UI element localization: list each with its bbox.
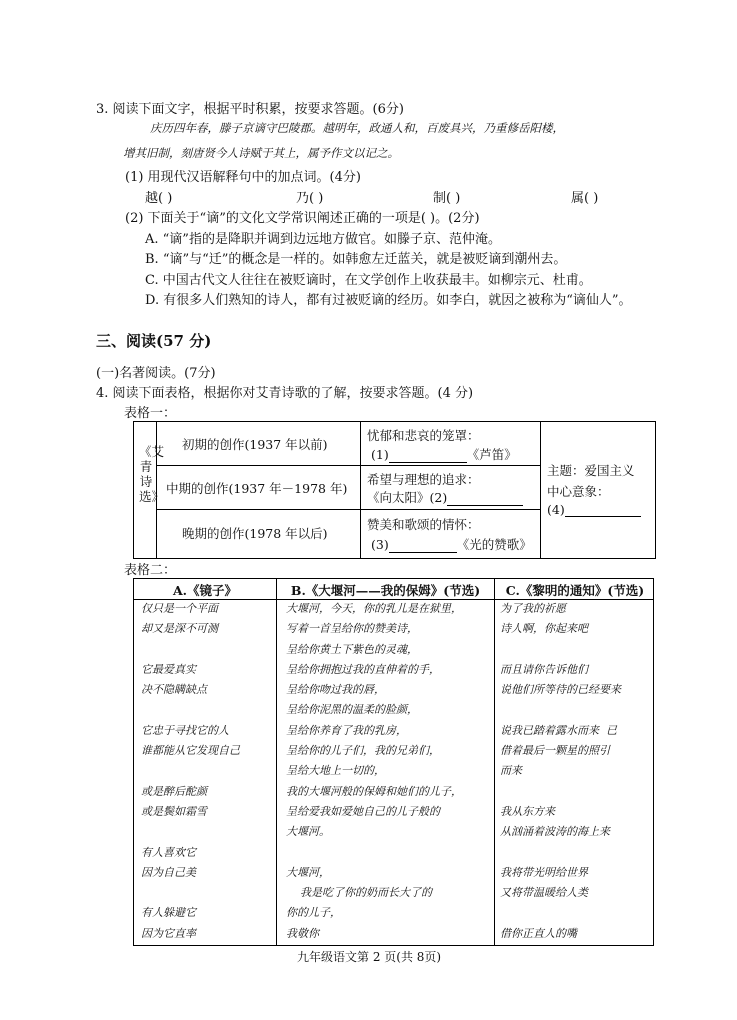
part1-title: (一)名著阅读。(7分)	[96, 366, 216, 381]
q3-passage-line1: 庆历四年春，滕子京谪守巴陵郡。越明年，政通人和，百废具兴，乃重修岳阳楼，	[150, 121, 564, 135]
table1-label: 表格一：	[124, 406, 177, 421]
answer-blank-2[interactable]	[447, 493, 523, 506]
table2-label: 表格二：	[124, 563, 177, 578]
q3-sub1: (1) 用现代汉语解释句中的加点词。(4分)	[125, 170, 361, 185]
table2-col-sep-1	[276, 579, 277, 945]
table1-summary-blank-label: (4)	[547, 502, 565, 517]
q4-stem: 4. 阅读下面表格，根据你对艾青诗歌的了解，按要求答题。(4 分)	[96, 386, 474, 401]
q3-item-nai: 乃( )	[296, 191, 324, 206]
table1	[133, 421, 656, 559]
table1-period-1: 初期的创作(1937 年以前)	[182, 437, 328, 452]
poem-mirror: 仅只是一个平面 却又是深不可测 它最爱真实 决不隐瞒缺点 它忠于寻找它的人 谁都能从它发现自己 或是醉后酡颜 或是鬓如霜雪 有人喜欢它 因为自己美 有人躲避它 因为它直率	[141, 602, 240, 940]
q3-option-c: C. 中国古代文人往往在被贬谪时，在文学创作上收获最丰。如柳宗元、杜甫。	[145, 273, 592, 288]
table1-row3-right: 《光的赞歌》	[456, 537, 532, 552]
table2-header-b: B.《大堰河——我的保姆》(节选)	[290, 583, 481, 598]
table1-row1-right: 《芦笛》	[466, 447, 517, 462]
q3-item-zhi: 制( )	[433, 191, 461, 206]
table1-row1-left: (1)	[371, 447, 389, 462]
table1-period-2: 中期的创作(1937 年－1978 年)	[166, 481, 348, 496]
table1-row2-left: 《向太阳》(2)	[367, 490, 448, 505]
table1-row3-answer	[371, 535, 532, 553]
poem-dayanhe: 大堰河，今天，你的乳儿是在狱里， 写着一首呈给你的赞美诗， 呈给你黄土下紫色的灵魂， 呈给你拥抱过我的直伸着的手， 呈给你吻过我的唇， 呈给你泥黑的温柔的脸颜， 呈给你养育了我的乳房， 呈给你的儿子们，我的兄弟们， 呈给大地上一切的， 我的大堰河般的保姆和她们的儿子， 呈给爱我如爱她自己的儿子般的 大堰河。 大堰河， 我是吃了你的奶而长大了的 你的儿子， 我敬你	[286, 602, 462, 940]
section-title: 三、阅读(57 分)	[96, 332, 212, 350]
table1-theme-1: 忧郁和悲哀的笼罩：	[367, 428, 480, 443]
page-footer: 九年级语文第 2 页(共 8页)	[297, 950, 442, 964]
answer-blank-1[interactable]	[389, 450, 467, 463]
table1-summary-theme: 主题：爱国主义	[547, 463, 635, 478]
q3-option-d: D. 有很多人们熟知的诗人，都有过被贬谪的经历。如李白，就因之被称为“谪仙人”。	[145, 293, 632, 308]
answer-blank-4[interactable]	[565, 504, 641, 517]
table1-row3-left: (3)	[371, 537, 389, 552]
table1-row2-answer	[367, 488, 523, 506]
q3-option-a: A. “谪”指的是降职并调到边远地方做官。如滕子京、范仲淹。	[145, 232, 501, 247]
q3-sub2: (2) 下面关于“谪”的文化文学常识阐述正确的一项是( )。(2分)	[125, 211, 480, 226]
table1-theme-3: 赞美和歌颂的情怀：	[367, 517, 480, 532]
table1-side-label: 《艾青诗选》	[139, 444, 165, 504]
q3-stem: 3. 阅读下面文字，根据平时积累，按要求答题。(6分)	[96, 102, 404, 117]
table1-period-3: 晚期的创作(1978 年以后)	[182, 526, 328, 541]
answer-blank-3[interactable]	[389, 540, 457, 553]
q3-passage-line2: 增其旧制，刻唐贤今人诗赋于其上，属予作文以记之。	[123, 146, 399, 160]
q3-option-b: B. “谪”与“迁”的概念是一样的。如韩愈左迁蓝关，就是被贬谪到潮州去。	[145, 252, 567, 267]
poem-dawn-notice: 为了我的祈愿 诗人啊，你起来吧 而且请你告诉他们 说他们所等待的已经要来 说我已踏着露水而来 已 借着最后一颗星的照引 而来 我从东方来 从汹涌着波涛的海上来 我将带光明给世界 又将带温暖给人类 借你正直人的嘴	[500, 602, 621, 940]
q3-item-yue: 越( )	[145, 191, 173, 206]
q3-item-shu: 属( )	[571, 191, 599, 206]
table2-col-sep-2	[494, 579, 495, 945]
table1-row1-answer	[371, 445, 517, 463]
table1-summary-image: 中心意象：	[547, 484, 610, 499]
table1-summary-answer	[547, 502, 641, 517]
table2-header-c: C.《黎明的通知》(节选)	[505, 583, 645, 598]
table1-theme-2: 希望与理想的追求：	[367, 472, 480, 487]
table2-header-a: A.《镜子》	[172, 583, 238, 598]
table2	[133, 578, 654, 946]
